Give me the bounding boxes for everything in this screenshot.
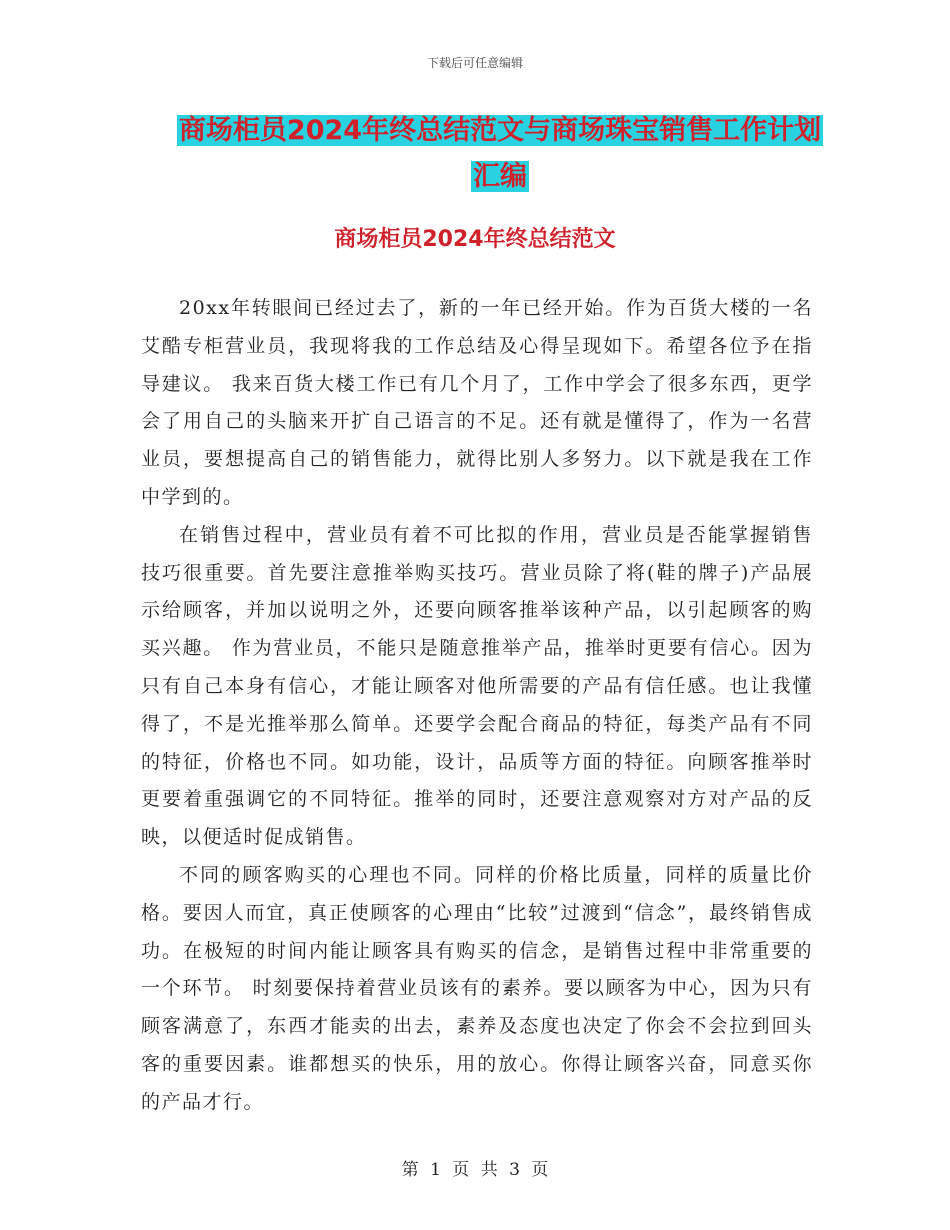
document-title-line-2: 汇编 — [473, 161, 527, 192]
paragraph-2: 在销售过程中，营业员有着不可比拟的作用，营业员是否能掌握销售技巧很重要。首先要注意推举购买技巧。营业员除了将(鞋的牌子)产品展示给顾客，并加以说明之外，还要向顾客推举该种产品，以引起顾客的购买兴趣。 作为营业员，不能只是随意推举产品，推举时更要有信心。因为只有自己本身有信心，才能让顾客对他所需要的产品有信任感。也让我懂得了，不是光推举那么简单。还要学会配合商品的特征，每类产品有不同的特征，价格也不同。如功能，设计，品质等方面的特征。向顾客推举时更要着重强调它的不同特征。推举的同时，还要注意观察对方对产品的反映，以便适时促成销售。 — [141, 523, 813, 849]
paragraph-1: 20xx年转眼间已经过去了，新的一年已经开始。作为百货大楼的一名艾酷专柜营业员，我现将我的工作总结及心得呈现如下。希望各位予在指导建议。 我来百货大楼工作已有几个月了，工作中学会了很多东西，更学会了用自己的头脑来开扩自己语言的不足。还有就是懂得了，作为一名营业员，要想提高自己的销售能力，就得比别人多努力。以下就是我在工作中学到的。 — [141, 297, 813, 508]
document-body — [141, 290, 813, 1122]
paragraph-3: 不同的顾客购买的心理也不同。同样的价格比质量，同样的质量比价格。要因人而宜，真正使顾客的心理由“比较”过渡到“信念”，最终销售成功。在极短的时间内能让顾客具有购买的信念，是销售过程中非常重要的一个环节。 时刻要保持着营业员该有的素养。要以顾客为中心，因为只有顾客满意了，东西才能卖的出去，素养及态度也决定了你会不会拉到回头客的重要因素。谁都想买的快乐，用的放心。你得让顾客兴奋，同意买你的产品才行。 — [141, 863, 813, 1113]
document-title-line-1: 商场柜员2024年终总结范文与商场珠宝销售工作计划 — [178, 115, 822, 146]
document-title — [150, 108, 850, 200]
section-title: 商场柜员2024年终总结范文 — [334, 227, 616, 252]
page-number-footer: 第 1 页 共 3 页 — [401, 1160, 549, 1180]
page-header-note: 下载后可任意编辑 — [426, 56, 523, 70]
